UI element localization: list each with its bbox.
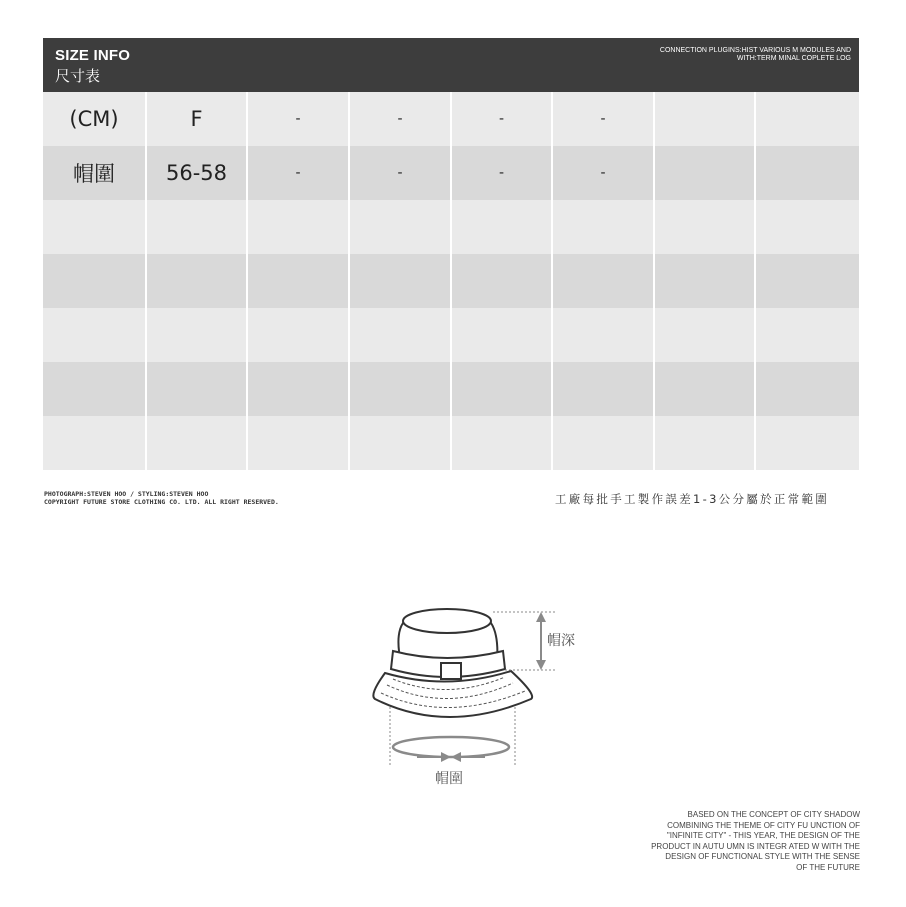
table-row — [43, 254, 859, 308]
header-note — [551, 47, 851, 63]
size-value-cell — [349, 416, 451, 470]
size-value-cell: - — [349, 92, 451, 146]
circ-arrow-head-right — [451, 752, 461, 762]
size-value-cell — [755, 146, 859, 200]
size-value-cell — [755, 362, 859, 416]
row-label-cell — [43, 362, 146, 416]
table-row — [43, 416, 859, 470]
size-info-title: SIZE INFO — [55, 47, 131, 64]
size-value-cell — [146, 254, 247, 308]
size-value-cell — [654, 308, 755, 362]
size-value-cell — [451, 362, 552, 416]
size-value-cell — [349, 200, 451, 254]
depth-arrow-head-down — [536, 660, 546, 670]
concept-line: BASED ON THE CONCEPT OF CITY SHADOW — [687, 810, 860, 819]
size-value-cell: - — [451, 146, 552, 200]
size-value-cell — [247, 362, 349, 416]
row-label-cell — [43, 254, 146, 308]
size-value-cell — [247, 200, 349, 254]
size-value-cell: - — [247, 92, 349, 146]
credits-line: COPYRIGHT FUTURE STORE CLOTHING CO. LTD. ALL RIGHT RESERVED. — [44, 498, 279, 506]
size-value-cell: - — [552, 146, 654, 200]
size-value-cell — [349, 254, 451, 308]
size-value-cell — [654, 92, 755, 146]
size-info-title-zh: 尺寸表 — [55, 67, 101, 85]
size-value-cell: - — [349, 146, 451, 200]
hat-top — [403, 609, 491, 633]
size-value-cell — [247, 416, 349, 470]
size-value-cell — [755, 308, 859, 362]
table-row — [43, 200, 859, 254]
size-value-cell — [146, 416, 247, 470]
size-value-cell — [146, 308, 247, 362]
size-value-cell — [755, 254, 859, 308]
bucket-hat-diagram — [355, 595, 615, 795]
depth-label: 帽深 — [547, 633, 575, 649]
concept-line: "INFINITE CITY" - THIS YEAR, THE DESIGN OF THE — [666, 831, 860, 840]
depth-arrow-head-up — [536, 612, 546, 622]
size-value-cell — [654, 362, 755, 416]
header-note-line: CONNECTION PLUGINS:HIST VARIOUS M MODULES AND — [659, 47, 851, 54]
size-value-cell — [654, 254, 755, 308]
size-value-cell: - — [552, 92, 654, 146]
size-value-cell — [247, 308, 349, 362]
concept-line: COMBINING THE THEME OF CITY FU UNCTION OF — [667, 820, 860, 830]
header-note-line: WITH:TERM MINAL COPLETE LOG — [736, 55, 851, 62]
size-value-cell — [146, 200, 247, 254]
size-value-cell — [451, 200, 552, 254]
credits-line: PHOTOGRAPH:STEVEN HOO / STYLING:STEVEN HOO — [44, 490, 209, 498]
size-value-cell — [349, 308, 451, 362]
table-row — [43, 308, 859, 362]
size-value-cell — [755, 416, 859, 470]
manufacturing-tolerance-note: 工廠每批手工製作誤差1-3公分屬於正常範圍 — [555, 492, 830, 506]
size-value-cell — [451, 416, 552, 470]
size-value-cell — [552, 416, 654, 470]
row-label-cell — [43, 308, 146, 362]
circ-arrow-head-left — [441, 752, 451, 762]
size-value-cell — [654, 200, 755, 254]
size-value-cell — [552, 200, 654, 254]
size-value-cell: F — [146, 92, 247, 146]
photo-credits — [44, 490, 279, 506]
size-table — [43, 92, 859, 470]
size-value-cell — [552, 254, 654, 308]
size-value-cell: 56-58 — [146, 146, 247, 200]
circumference-label: 帽圍 — [435, 771, 463, 787]
table-row — [43, 362, 859, 416]
size-value-cell — [349, 362, 451, 416]
hat-buckle — [441, 663, 461, 679]
row-label-cell — [43, 200, 146, 254]
size-value-cell — [755, 200, 859, 254]
size-value-cell — [247, 254, 349, 308]
circumference-ring — [393, 737, 509, 757]
size-value-cell: - — [247, 146, 349, 200]
concept-description — [540, 810, 860, 873]
size-value-cell: - — [451, 92, 552, 146]
concept-line: OF THE FUTURE — [796, 862, 860, 872]
concept-line: PRODUCT IN AUTU UMN IS INTEGR ATED W WITH THE — [651, 841, 860, 851]
size-value-cell — [451, 254, 552, 308]
row-label-cell — [43, 416, 146, 470]
size-info-header — [43, 38, 859, 92]
table-row — [43, 146, 859, 200]
size-value-cell — [654, 146, 755, 200]
size-value-cell — [552, 308, 654, 362]
size-value-cell — [451, 308, 552, 362]
size-value-cell — [755, 92, 859, 146]
size-value-cell — [552, 362, 654, 416]
table-row — [43, 92, 859, 146]
row-label-cell: (CM) — [43, 92, 146, 146]
size-value-cell — [146, 362, 247, 416]
concept-line: DESIGN OF FUNCTIONAL STYLE WITH THE SENSE — [665, 852, 860, 861]
row-label-cell: 帽圍 — [43, 146, 146, 200]
size-value-cell — [654, 416, 755, 470]
